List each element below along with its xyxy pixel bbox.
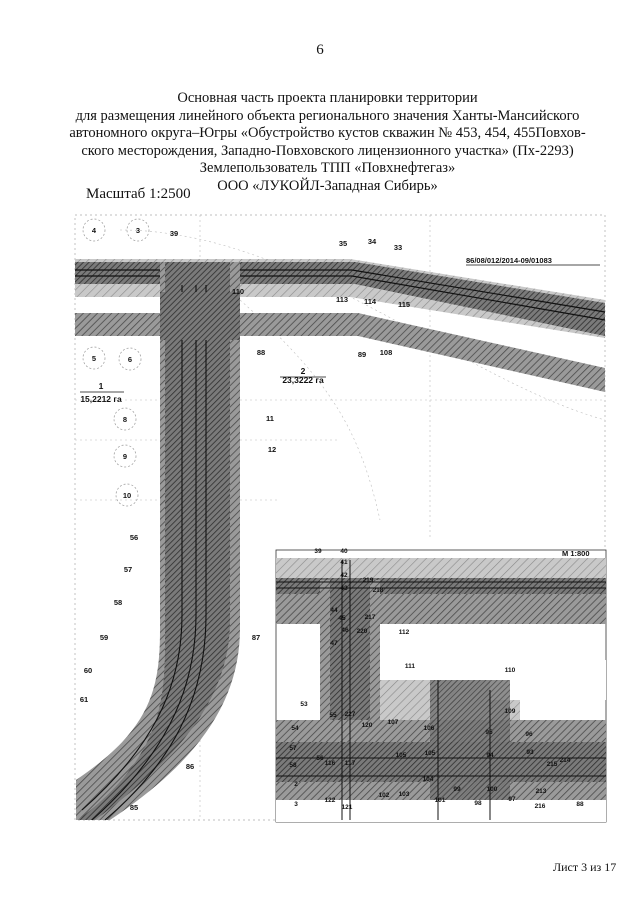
point-label: 219 xyxy=(362,577,374,584)
point-label: 57 xyxy=(123,565,133,574)
parcel-2-label xyxy=(280,366,326,385)
point-label: 46 xyxy=(341,627,349,634)
point-label: 35 xyxy=(338,239,348,248)
heading-line-3: автономного округа–Югры «Обустройство кустов скважин № 453, 454, 455Повхов- xyxy=(69,125,586,141)
scale-label: Масштаб 1:2500 xyxy=(86,186,191,202)
point-label: 218 xyxy=(372,587,384,594)
point-label: 108 xyxy=(379,348,393,357)
point-label: 4 xyxy=(91,226,97,235)
point-label: 100 xyxy=(486,786,498,793)
point-label: 101 xyxy=(434,797,446,804)
heading-line-2: для размещения линейного объекта регионального значения Ханты-Мансийского xyxy=(75,107,580,124)
point-label: 60 xyxy=(83,666,93,675)
point-label: 98 xyxy=(474,800,482,807)
point-label: 9 xyxy=(122,452,128,461)
svg-text:1: 1 xyxy=(98,381,104,391)
point-label: 216 xyxy=(534,803,546,810)
point-label: 53 xyxy=(300,701,308,708)
point-label: 109 xyxy=(504,708,516,715)
point-label: 12 xyxy=(267,445,277,454)
point-label: 44 xyxy=(330,607,338,614)
point-label: 106 xyxy=(423,725,435,732)
junction-area xyxy=(160,292,240,340)
point-label: 57 xyxy=(289,745,297,752)
point-label: 213 xyxy=(535,788,547,795)
point-label: 6 xyxy=(127,355,133,364)
point-label: 3 xyxy=(135,226,141,235)
heading-line-6: ООО «ЛУКОЙЛ-Западная Сибирь» xyxy=(217,177,438,194)
point-label: 85 xyxy=(129,803,139,812)
point-label: 217 xyxy=(364,614,376,621)
inset-map xyxy=(276,550,606,822)
point-label: 56 xyxy=(129,533,139,542)
point-label: 56 xyxy=(316,755,324,762)
point-label: 107 xyxy=(387,719,399,726)
point-label: 58 xyxy=(289,762,297,769)
point-label: 120 xyxy=(361,722,373,729)
point-label: 54 xyxy=(291,725,299,732)
point-label: 111 xyxy=(404,663,416,670)
point-label: 105 xyxy=(424,750,436,757)
point-label: 95 xyxy=(485,729,493,736)
point-label: 97 xyxy=(508,796,516,803)
point-label: 45 xyxy=(338,615,346,622)
parcel-1-label xyxy=(80,381,124,404)
point-label: 121 xyxy=(341,804,353,811)
point-label: 122 xyxy=(324,797,336,804)
point-label: 86 xyxy=(185,762,195,771)
point-label: 8 xyxy=(122,415,128,424)
heading-line-1: Основная часть проекта планировки территории xyxy=(177,90,478,106)
point-label: 99 xyxy=(453,786,461,793)
point-label: 47 xyxy=(330,640,338,647)
point-label: 114 xyxy=(363,297,377,306)
point-label: 112 xyxy=(398,629,410,636)
point-label: 214 xyxy=(559,757,571,764)
point-label: 215 xyxy=(546,761,558,768)
point-label: 43 xyxy=(340,585,348,592)
heading-line-5: Землепользователь ТПП «Повхнефтегаз» xyxy=(199,160,456,176)
point-label: 87 xyxy=(251,633,261,642)
point-label: 105 xyxy=(395,752,407,759)
point-label: 115 xyxy=(397,300,411,309)
svg-text:15,2212 га: 15,2212 га xyxy=(80,394,122,404)
point-label: 110 xyxy=(504,667,516,674)
sheet-number: Лист 3 из 17 xyxy=(553,860,617,874)
point-label: 42 xyxy=(340,572,348,579)
point-label: 104 xyxy=(422,776,434,783)
road-corridor-vertical xyxy=(78,262,230,820)
point-label: 58 xyxy=(113,598,123,607)
point-label: 88 xyxy=(576,801,584,808)
point-label: 11 xyxy=(266,414,274,423)
point-label: 34 xyxy=(367,237,377,246)
point-label: 5 xyxy=(91,354,97,363)
point-label: 61 xyxy=(79,695,89,704)
cadastral-number: 86/08/012/2014-09/01083 xyxy=(466,256,552,265)
point-label: 93 xyxy=(526,749,534,756)
point-label: 96 xyxy=(525,731,533,738)
point-label: 103 xyxy=(398,791,410,798)
svg-text:2: 2 xyxy=(300,366,306,376)
point-label: 89 xyxy=(357,350,367,359)
point-label: 10 xyxy=(122,491,132,500)
inset-scale-label: М 1:800 xyxy=(562,549,590,558)
point-label: 88 xyxy=(256,348,266,357)
point-label: 110 xyxy=(231,287,245,296)
point-label: 102 xyxy=(378,792,390,799)
point-label: 40 xyxy=(340,548,348,555)
point-label: 33 xyxy=(393,243,403,252)
svg-text:23,3222 га: 23,3222 га xyxy=(282,375,324,385)
point-label: 117 xyxy=(344,760,356,767)
point-label: 227 xyxy=(344,711,356,718)
point-label: 3 xyxy=(294,801,298,808)
point-label: 94 xyxy=(486,752,494,759)
point-label: 39 xyxy=(314,548,322,555)
point-label: 116 xyxy=(324,760,336,767)
heading-line-4: ского месторождения, Западно-Повховского лицензионного участка» (Пх-2293) xyxy=(81,142,574,159)
point-label: 41 xyxy=(340,559,348,566)
point-label: 2 xyxy=(294,781,298,788)
page-number: 6 xyxy=(316,42,324,58)
point-label: 59 xyxy=(99,633,109,642)
point-label: 55 xyxy=(329,712,337,719)
point-label: 113 xyxy=(335,295,349,304)
point-label: 39 xyxy=(169,229,179,238)
point-label: 220 xyxy=(356,628,368,635)
